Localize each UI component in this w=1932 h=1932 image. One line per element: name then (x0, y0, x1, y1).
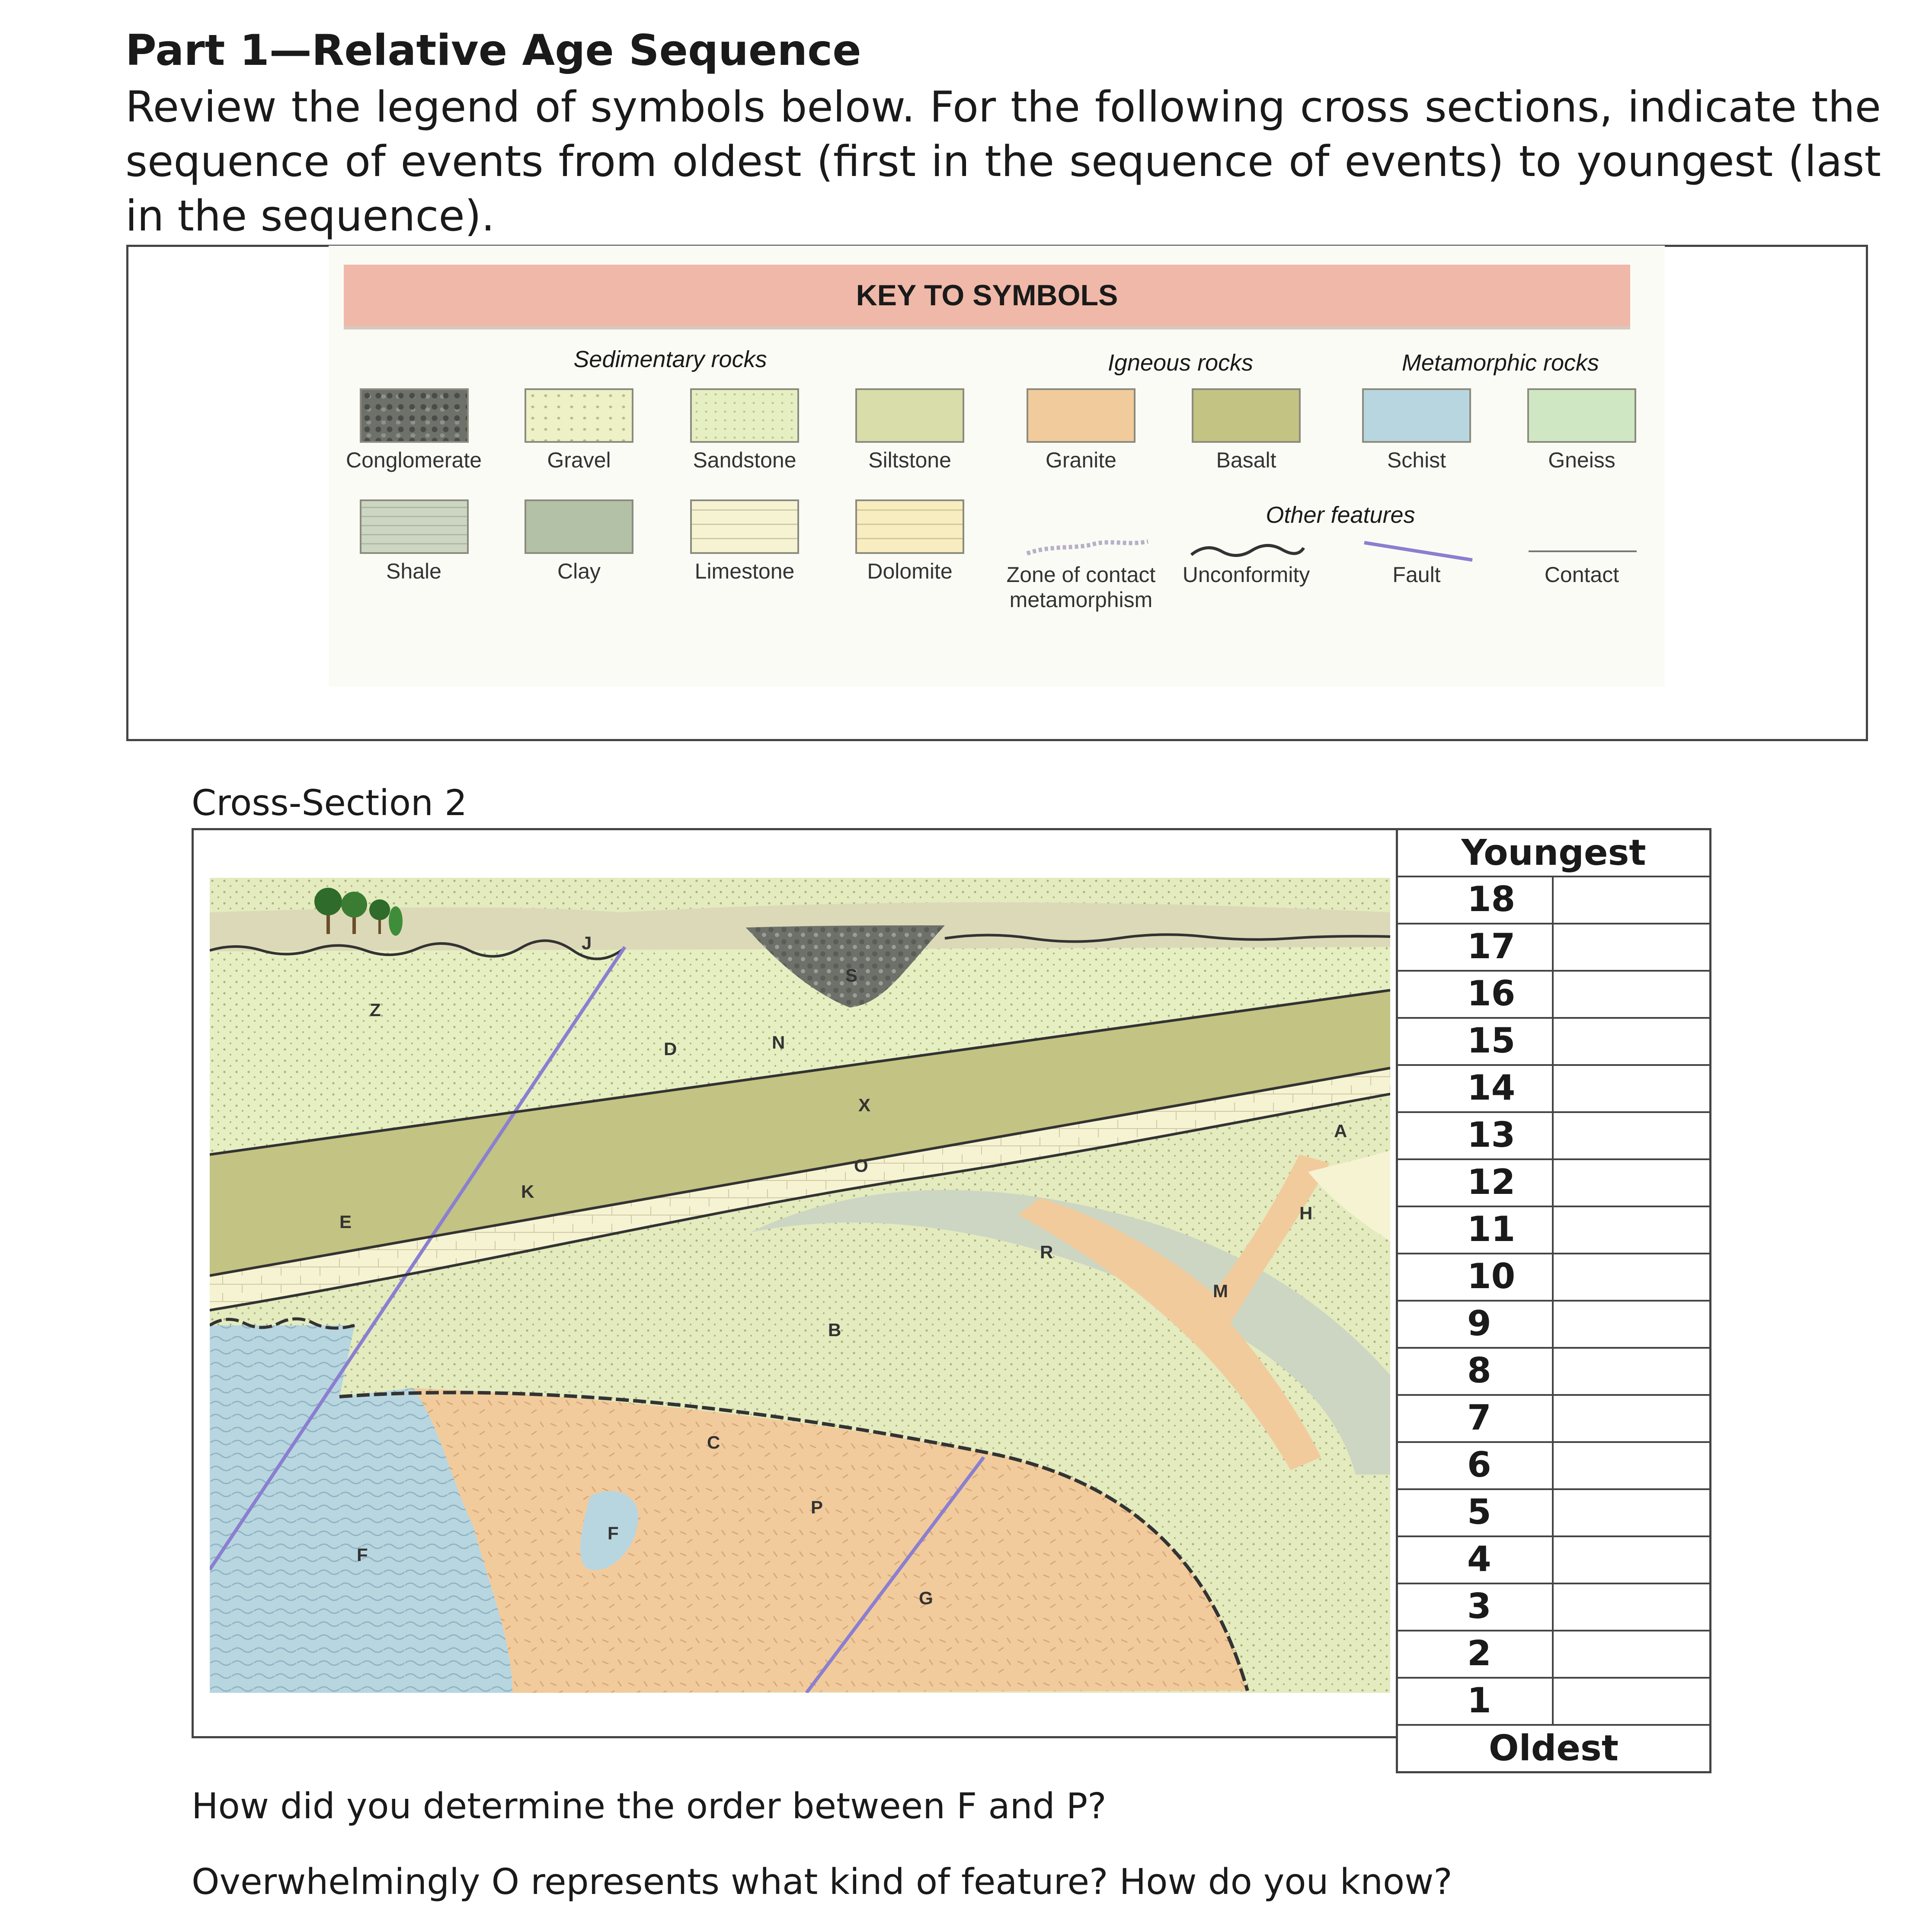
row-number: 10 (1398, 1254, 1554, 1300)
row-number: 4 (1398, 1537, 1554, 1583)
contact-line-icon (1526, 545, 1639, 558)
label-m: M (1213, 1281, 1228, 1301)
gneiss-label: Gneiss (1548, 448, 1615, 472)
answer-cell[interactable] (1554, 1396, 1709, 1441)
question-2: Overwhelmingly O represents what kind of feature? How do you know? (192, 1862, 1452, 1903)
row-number: 6 (1398, 1443, 1554, 1488)
label-d: D (664, 1039, 677, 1059)
oldest-label: Oldest (1398, 1724, 1709, 1771)
table-row (1398, 1064, 1709, 1111)
row-number: 12 (1398, 1160, 1554, 1206)
table-row (1398, 876, 1709, 923)
metamorphic-heading: Metamorphic rocks (1401, 350, 1599, 376)
table-row (1398, 1677, 1709, 1724)
label-n: N (772, 1032, 785, 1052)
siltstone-label: Siltstone (868, 448, 951, 472)
schist-swatch (1362, 388, 1471, 443)
shale-swatch (360, 499, 469, 554)
table-row (1398, 1394, 1709, 1441)
answer-cell[interactable] (1554, 1443, 1709, 1488)
label-o: O (854, 1155, 868, 1176)
table-row (1398, 970, 1709, 1017)
table-row (1398, 1630, 1709, 1677)
label-h: H (1299, 1203, 1313, 1223)
question-1: How did you determine the order between F and P? (192, 1786, 1107, 1827)
granite-label: Granite (1046, 448, 1116, 472)
label-f: F (357, 1545, 368, 1565)
row-number: 8 (1398, 1349, 1554, 1394)
answer-cell[interactable] (1554, 1302, 1709, 1347)
label-g: G (919, 1588, 933, 1608)
shale-label: Shale (386, 559, 441, 583)
table-row (1398, 923, 1709, 970)
age-sequence-table (1396, 828, 1711, 1773)
label-x: X (858, 1095, 871, 1115)
unconformity-icon (1189, 538, 1306, 564)
fault-icon (1362, 538, 1475, 564)
row-number: 14 (1398, 1066, 1554, 1111)
dolomite-swatch (855, 499, 964, 554)
label-e: E (339, 1212, 352, 1232)
contact-metamorphism-icon (1025, 536, 1150, 562)
row-number: 13 (1398, 1113, 1554, 1158)
table-row (1398, 1583, 1709, 1630)
answer-cell[interactable] (1554, 924, 1709, 970)
other-features-heading: Other features (1266, 502, 1415, 528)
siltstone-swatch (855, 388, 964, 443)
label-j: J (582, 933, 592, 953)
row-number: 18 (1398, 877, 1554, 923)
answer-cell[interactable] (1554, 1113, 1709, 1158)
answer-cell[interactable] (1554, 1066, 1709, 1111)
granite-swatch (1027, 388, 1136, 443)
row-number: 11 (1398, 1207, 1554, 1253)
answer-cell[interactable] (1554, 972, 1709, 1017)
table-row (1398, 1488, 1709, 1535)
label-b: B (828, 1320, 841, 1340)
dolomite-label: Dolomite (867, 559, 953, 583)
row-number: 16 (1398, 972, 1554, 1017)
label-s: S (845, 965, 858, 985)
table-row (1398, 1535, 1709, 1583)
row-number: 7 (1398, 1396, 1554, 1441)
label-c: C (707, 1432, 720, 1452)
conglomerate-label: Conglomerate (345, 448, 482, 472)
table-row (1398, 1441, 1709, 1488)
unconformity-label: Unconformity (1182, 563, 1310, 587)
gneiss-swatch (1527, 388, 1636, 443)
table-row (1398, 1300, 1709, 1347)
contact-metamorphism-label: Zone of contact metamorphism (1006, 563, 1156, 612)
answer-cell[interactable] (1554, 1584, 1709, 1630)
label-k: K (521, 1181, 534, 1202)
label-r: R (1040, 1242, 1053, 1262)
table-row (1398, 1253, 1709, 1300)
cross-section-title: Cross-Section 2 (192, 783, 467, 824)
youngest-label: Youngest (1461, 832, 1646, 873)
row-number: 5 (1398, 1490, 1554, 1535)
fault-label: Fault (1392, 563, 1441, 587)
label-a: A (1334, 1121, 1347, 1141)
gravel-swatch (525, 388, 633, 443)
row-number: 15 (1398, 1019, 1554, 1064)
sandstone-swatch (690, 388, 799, 443)
cross-section-diagram (210, 878, 1390, 1693)
answer-cell[interactable] (1554, 1207, 1709, 1253)
basalt-swatch (1192, 388, 1301, 443)
instructions: Review the legend of symbols below. For the following cross sections, indicate the sequence of events from oldest (first in the sequence of events) to youngest (last in the sequence). (125, 83, 1881, 241)
clay-label: Clay (557, 559, 601, 583)
part-title: Part 1—Relative Age Sequence (125, 26, 861, 75)
limestone-swatch (690, 499, 799, 554)
table-row (1398, 1206, 1709, 1253)
label-p: P (811, 1497, 823, 1517)
sedimentary-heading: Sedimentary rocks (573, 346, 767, 372)
label-f-inclusion: F (608, 1523, 619, 1543)
answer-cell[interactable] (1554, 1537, 1709, 1583)
row-number: 9 (1398, 1302, 1554, 1347)
answer-cell[interactable] (1554, 1631, 1709, 1677)
igneous-heading: Igneous rocks (1107, 350, 1254, 376)
label-z: Z (370, 1000, 381, 1020)
schist-label: Schist (1387, 448, 1446, 472)
legend-title: KEY TO SYMBOLS (856, 279, 1118, 312)
contact-label: Contact (1544, 563, 1619, 587)
table-row (1398, 1017, 1709, 1064)
answer-cell[interactable] (1554, 1254, 1709, 1300)
sandstone-label: Sandstone (693, 448, 796, 472)
answer-cell[interactable] (1554, 1679, 1709, 1724)
answer-cell[interactable] (1554, 1019, 1709, 1064)
answer-cell[interactable] (1554, 1490, 1709, 1535)
clay-swatch (525, 499, 633, 554)
table-row (1398, 1111, 1709, 1158)
table-row (1398, 1158, 1709, 1206)
row-number: 17 (1398, 924, 1554, 970)
row-number: 3 (1398, 1584, 1554, 1630)
basalt-label: Basalt (1216, 448, 1276, 472)
gravel-label: Gravel (547, 448, 611, 472)
table-row (1398, 1347, 1709, 1394)
answer-cell[interactable] (1554, 877, 1709, 923)
limestone-label: Limestone (694, 559, 795, 583)
row-number: 2 (1398, 1631, 1554, 1677)
conglomerate-swatch (360, 388, 469, 443)
answer-cell[interactable] (1554, 1160, 1709, 1206)
row-number: 1 (1398, 1679, 1554, 1724)
answer-cell[interactable] (1554, 1349, 1709, 1394)
